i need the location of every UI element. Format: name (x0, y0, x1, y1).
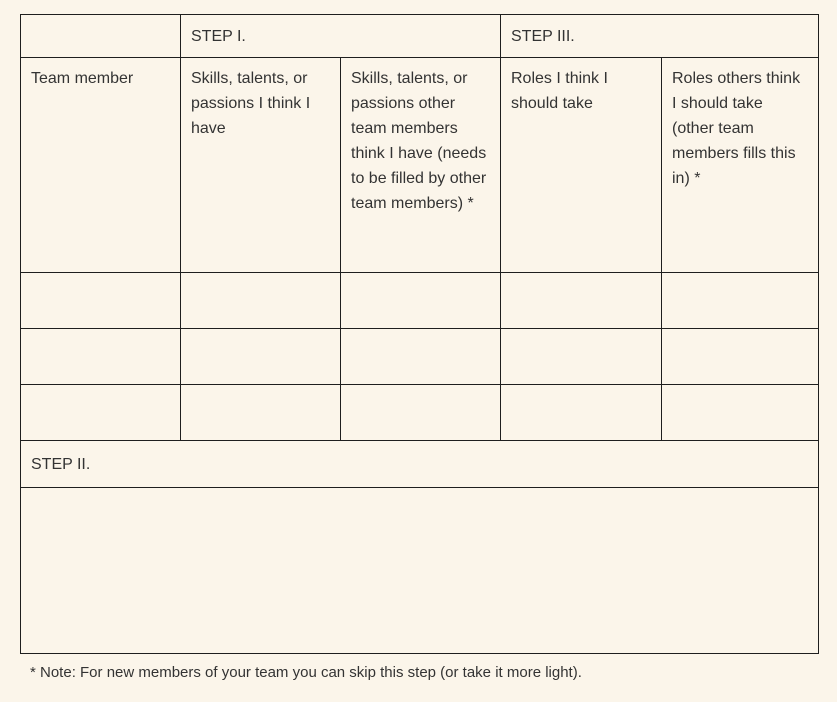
step2-header-row (21, 441, 819, 488)
corner-cell (21, 15, 181, 58)
entry-row-1 (21, 273, 819, 329)
entry-row-2 (21, 329, 819, 385)
entry-cell-skills-others[interactable] (341, 329, 501, 385)
step-header-row (21, 15, 819, 58)
entry-cell-skills-self[interactable] (181, 329, 341, 385)
column-header-skills-self: Skills, talents, or passions I think I have (181, 58, 341, 273)
entry-cell-skills-self[interactable] (181, 273, 341, 329)
step2-content-cell[interactable] (21, 488, 819, 654)
entry-cell-roles-self[interactable] (501, 329, 662, 385)
column-header-roles-others: Roles others think I should take (other team members fills this in) * (662, 58, 819, 273)
step1-header-cell: STEP I. (181, 15, 501, 58)
entry-cell-roles-others[interactable] (662, 273, 819, 329)
entry-cell-skills-others[interactable] (341, 273, 501, 329)
entry-cell-skills-others[interactable] (341, 385, 501, 441)
team-roles-worksheet-table (20, 14, 819, 654)
step2-header-cell: STEP II. (21, 441, 819, 488)
column-header-skills-others: Skills, talents, or passions other team members think I have (needs to be filled by other team members) * (341, 58, 501, 273)
entry-cell-roles-others[interactable] (662, 385, 819, 441)
column-header-team-member: Team member (21, 58, 181, 273)
column-header-row (21, 58, 819, 273)
step3-header-cell: STEP III. (501, 15, 819, 58)
step2-content-row (21, 488, 819, 654)
entry-cell-team-member[interactable] (21, 273, 181, 329)
entry-cell-team-member[interactable] (21, 329, 181, 385)
entry-cell-team-member[interactable] (21, 385, 181, 441)
entry-row-3 (21, 385, 819, 441)
entry-cell-roles-self[interactable] (501, 273, 662, 329)
column-header-roles-self: Roles I think I should take (501, 58, 662, 273)
footnote: * Note: For new members of your team you can skip this step (or take it more light). (30, 664, 582, 681)
entry-cell-roles-self[interactable] (501, 385, 662, 441)
entry-cell-roles-others[interactable] (662, 329, 819, 385)
entry-cell-skills-self[interactable] (181, 385, 341, 441)
